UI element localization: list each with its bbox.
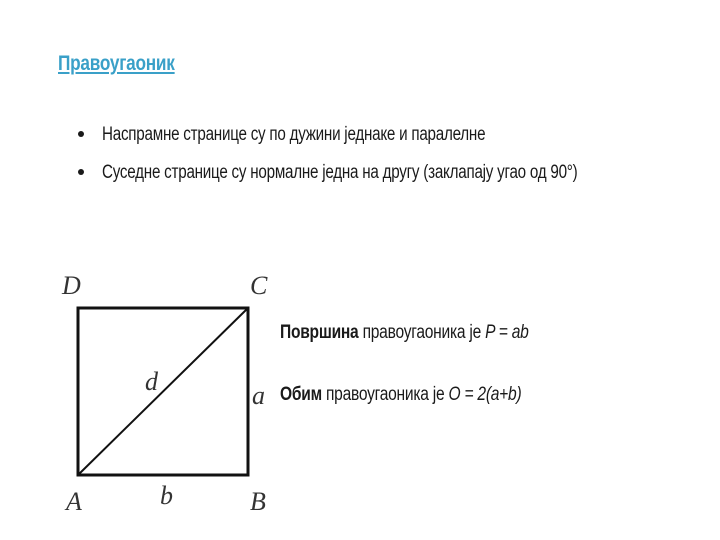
area-expression: P = ab	[485, 322, 529, 343]
side-a-label: a	[252, 381, 265, 410]
perimeter-text: правоугаоника је	[321, 384, 449, 405]
perimeter-expression: O = 2(a+b)	[448, 384, 522, 405]
diagonal-line	[78, 308, 248, 475]
perimeter-term: Обим	[280, 384, 322, 405]
perimeter-formula	[280, 384, 521, 406]
area-text: правоугаоника је	[358, 322, 486, 343]
area-term: Површина	[280, 322, 359, 343]
property-text: Суседне странице су нормалне једна на другу (заклапају угао од 90°)	[102, 162, 578, 183]
property-text: Наспрамне странице су по дужини једнаке и паралелне	[102, 124, 486, 145]
vertex-c-label: C	[250, 271, 268, 300]
vertex-a-label: A	[66, 487, 82, 516]
slide-title: Правоугаоник	[58, 52, 175, 75]
area-formula	[280, 322, 529, 344]
vertex-b-label: B	[250, 487, 266, 516]
diagonal-label: d	[145, 367, 158, 396]
vertex-d-label: D	[62, 271, 81, 300]
side-b-label: b	[160, 481, 173, 510]
